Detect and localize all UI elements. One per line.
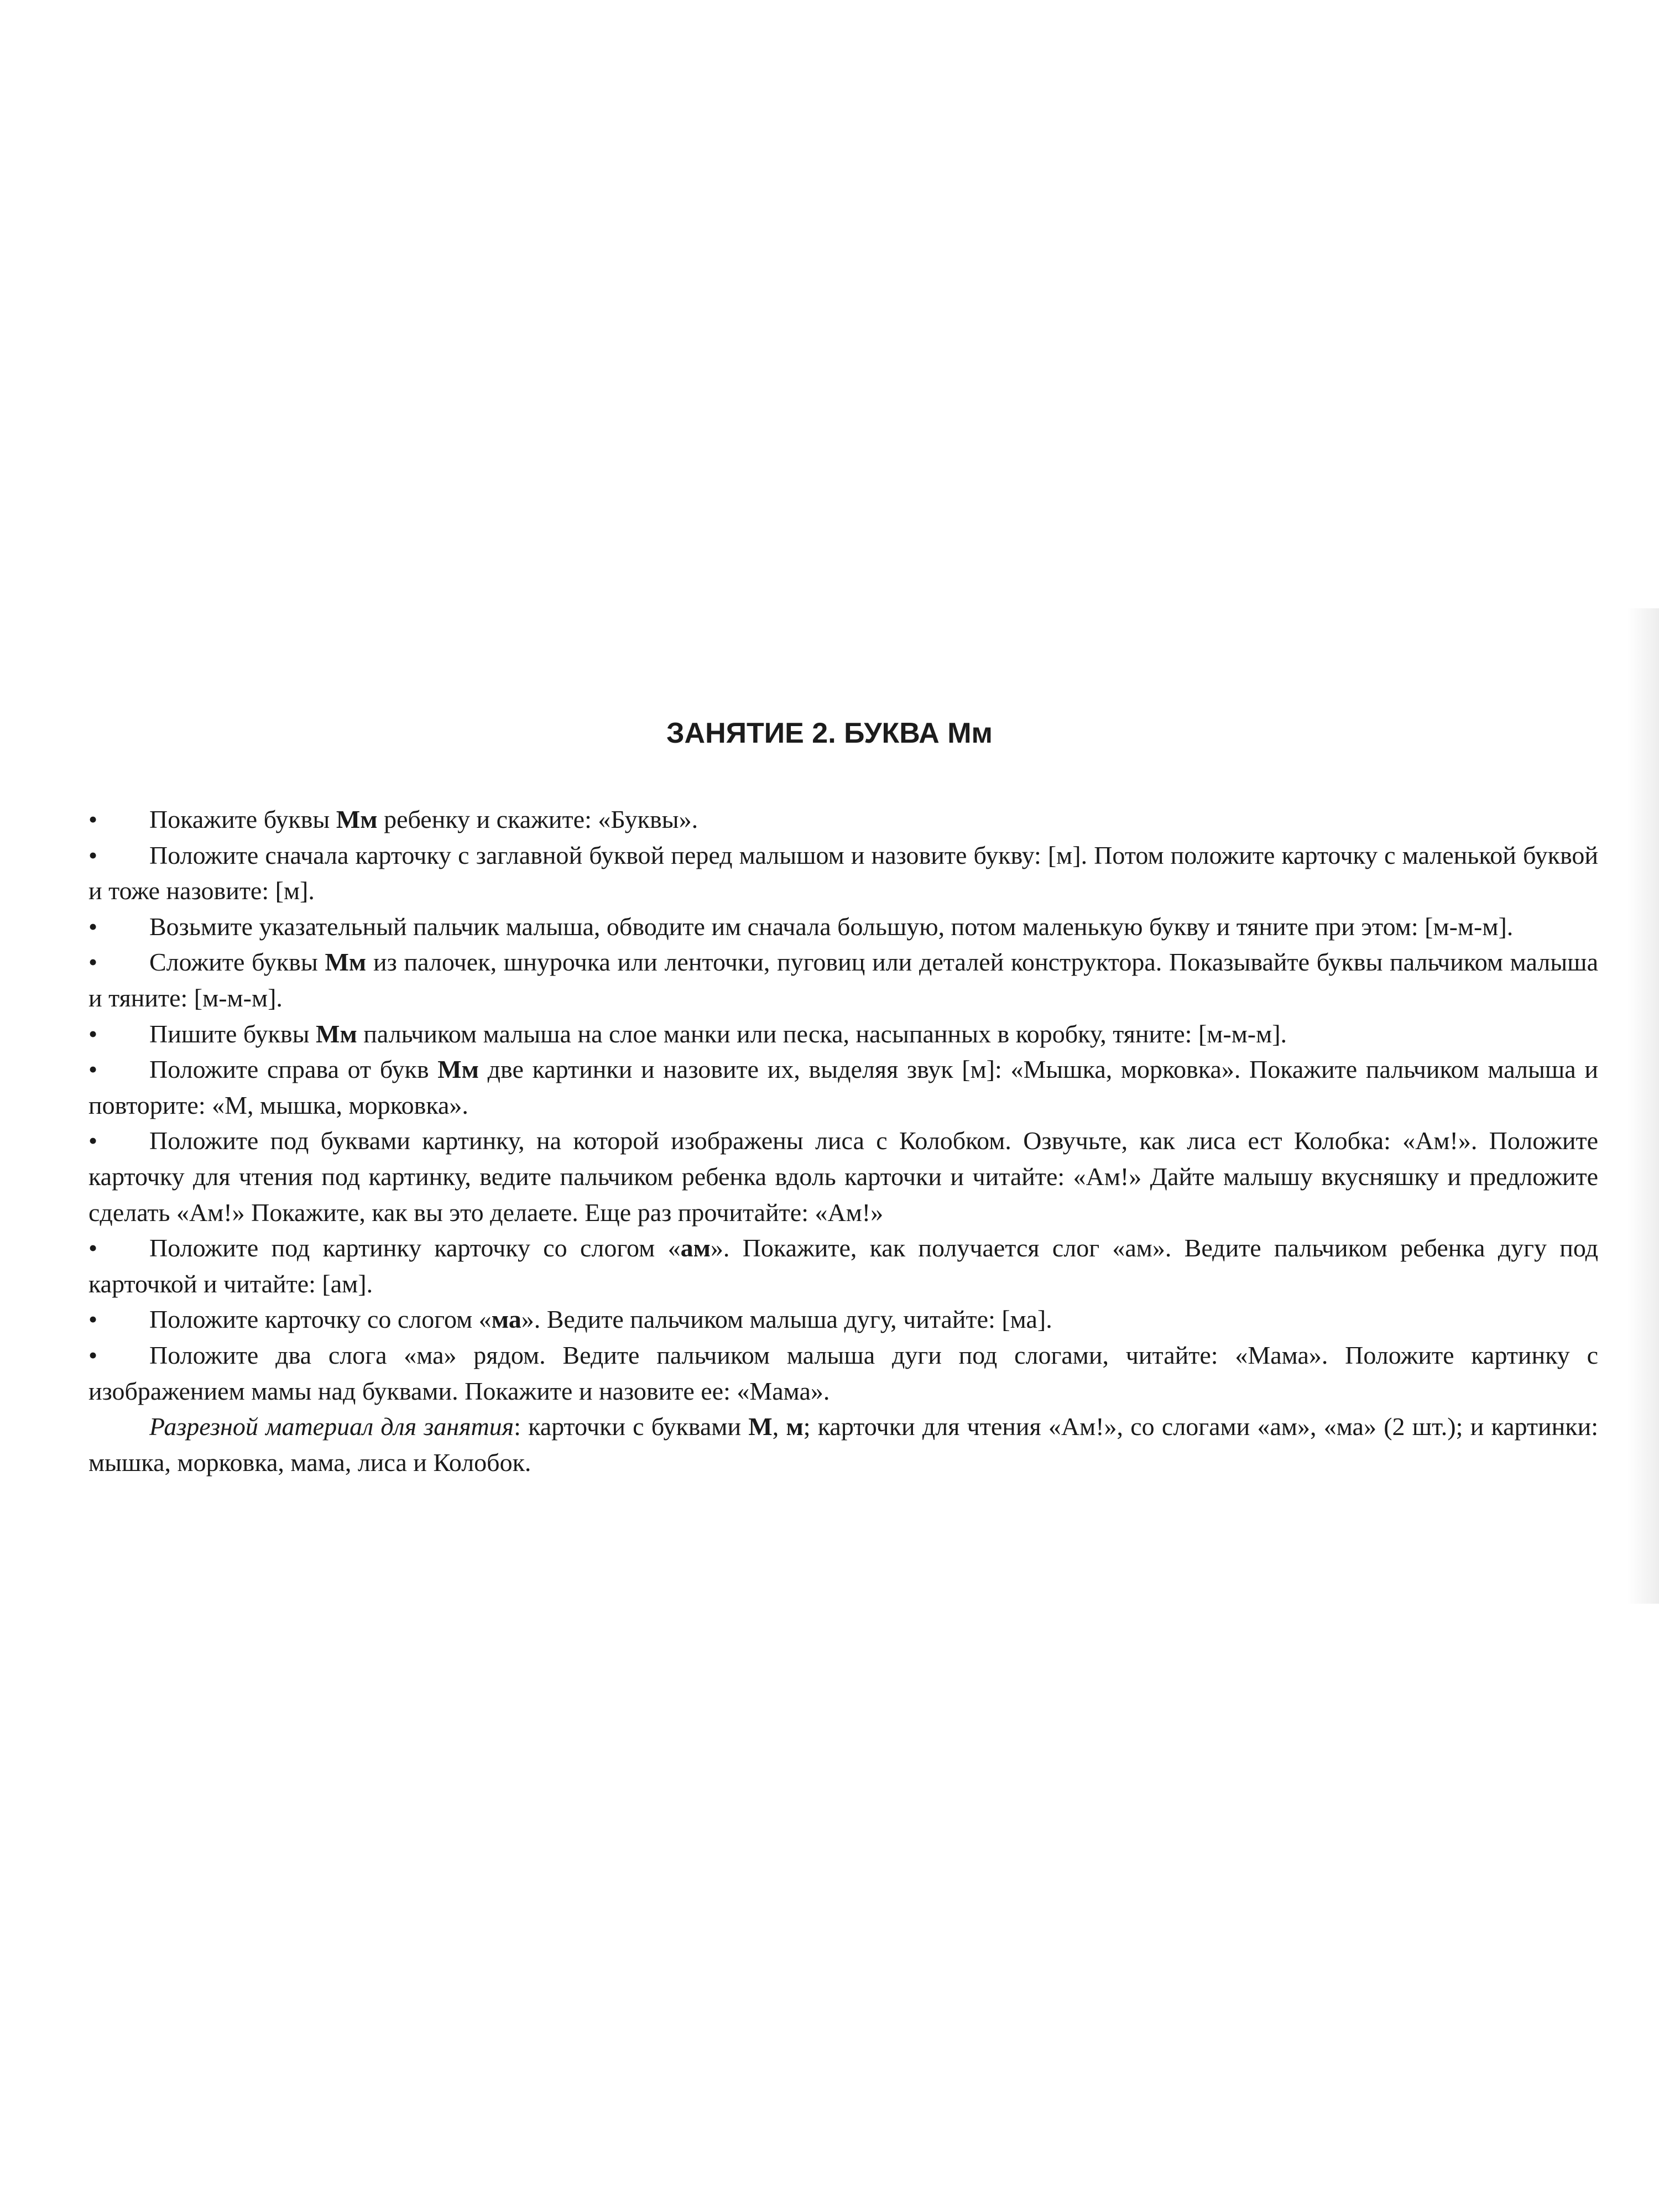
emphasis-bold: м xyxy=(786,1412,804,1441)
instruction-paragraph xyxy=(88,1338,1598,1409)
lesson-text xyxy=(88,802,1598,1480)
text-run: ». Ведите пальчиком малыша дугу, читайте: [ма]. xyxy=(521,1305,1052,1334)
text-run: ребенку и скажите: «Буквы». xyxy=(377,805,698,833)
text-run: Пишите буквы xyxy=(149,1019,316,1048)
emphasis-bold: Мм xyxy=(325,948,367,977)
instruction-paragraph xyxy=(88,1230,1598,1302)
text-run: две картинки и назовите их, выделяя звук [м]: «Мышка, морковка». Покажите пальчиком малыша и повторите: «М, мышка, морковка». xyxy=(88,1055,1598,1119)
text-run: Сложите буквы xyxy=(149,948,325,977)
instruction-paragraph xyxy=(88,909,1598,945)
text-run: , xyxy=(772,1412,786,1441)
text-run: Покажите буквы xyxy=(149,805,336,833)
emphasis-bold: ма xyxy=(491,1305,521,1334)
text-run: пальчиком малыша на слое манки или песка, насыпанных в коробку, тяните: [м-м-м]. xyxy=(357,1019,1287,1048)
text-run: из палочек, шнурочка или ленточки, пуговиц или деталей конструктора. Показывайте буквы пальчиком малыша и тяните: [м-м-м]. xyxy=(88,948,1598,1012)
text-run: ; карточки для чтения «Ам!», со слогами «ам», «ма» (2 шт.); и картинки: мышка, морковка, мама, лиса и Колобок. xyxy=(88,1412,1599,1477)
text-run: Возьмите указательный пальчик малыша, обводите им сначала большую, потом маленькую букву и тяните при этом: [м-м-м]. xyxy=(149,912,1514,941)
instruction-paragraph xyxy=(88,945,1598,1016)
emphasis-italic: Разрезной материал для занятия xyxy=(149,1412,514,1441)
materials-paragraph xyxy=(88,1409,1598,1480)
text-run: Положите два слога «ма» рядом. Ведите пальчиком малыша дуги под слогами, читайте: «Мама». Положите картинку с изображением мамы над буквами. Покажите и назовите ее: «Мама». xyxy=(88,1340,1598,1405)
instruction-paragraph xyxy=(88,838,1598,909)
text-run: Положите карточку со слогом « xyxy=(149,1305,492,1334)
text-run: ». Покажите, как получается слог «ам». Ведите пальчиком ребенка дугу под карточкой и читайте: [ам]. xyxy=(88,1234,1598,1298)
emphasis-bold: Мм xyxy=(336,805,378,833)
text-run: Положите под картинку карточку со слогом « xyxy=(149,1234,681,1262)
text-run: : карточки с буквами xyxy=(514,1412,749,1441)
text-run: Положите справа от букв xyxy=(149,1055,438,1084)
emphasis-bold: М xyxy=(748,1412,773,1441)
text-run: Положите под буквами картинку, на которой изображены лиса с Колобком. Озвучьте, как лиса ест Колобка: «Ам!». Положите карточку для чтения под картинку, ведите пальчиком ребенка вдоль карточки и читайте: «Ам!» Дайте малышу вкусняшку и предложите сделать «Ам!» Покажите, как вы это делаете. Еще раз прочитайте: «Ам!» xyxy=(88,1126,1598,1227)
instruction-paragraph xyxy=(88,1302,1598,1338)
text-run: Положите сначала карточку с заглавной буквой перед малышом и назовите букву: [м]. Потом положите карточку с маленькой буквой и тоже назовите: [м]. xyxy=(88,841,1598,905)
page-title: ЗАНЯТИЕ 2. БУКВА Мм xyxy=(666,717,993,749)
page-edge-shadow xyxy=(1627,608,1659,1604)
emphasis-bold: ам xyxy=(680,1234,711,1262)
instruction-paragraph xyxy=(88,1016,1598,1052)
instruction-paragraph xyxy=(88,802,1598,838)
emphasis-bold: Мм xyxy=(437,1055,479,1084)
instruction-paragraph xyxy=(88,1123,1598,1230)
emphasis-bold: Мм xyxy=(316,1019,357,1048)
instruction-paragraph xyxy=(88,1052,1598,1123)
